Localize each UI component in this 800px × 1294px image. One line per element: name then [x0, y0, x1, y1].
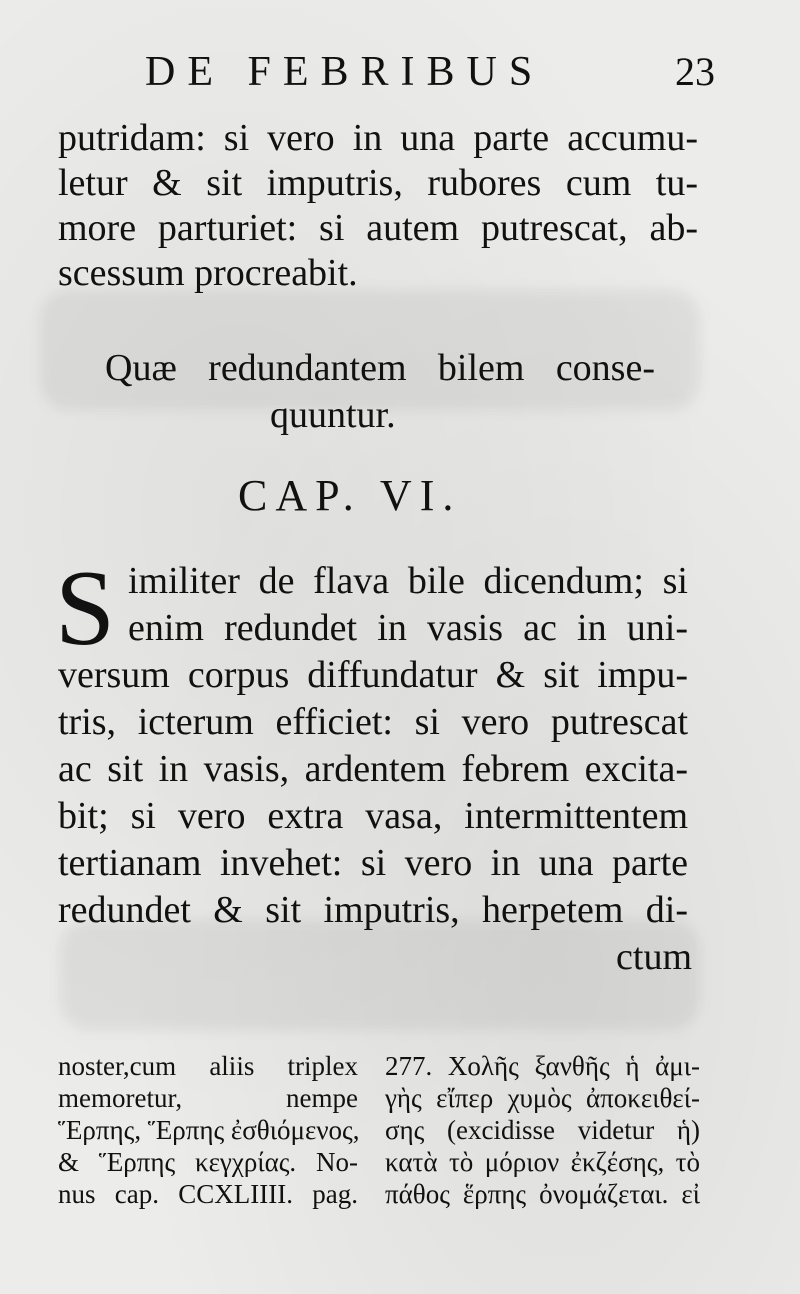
text-line: putridam: si vero in una parte accumu- [58, 117, 698, 159]
footnote-left-line: & Ἕρπης κεγχρίας. No- [58, 1147, 358, 1177]
chapter-title: CAP. VI. [238, 471, 462, 520]
footnote-right-line: κατὰ τὸ μόριον ἐκζέσης, τὸ [385, 1147, 700, 1177]
text-line: ac sit in vasis, ardentem febrem excita- [58, 748, 688, 790]
text-line: scessum procreabit. [58, 252, 358, 294]
section-subheading: Quæ redundantem bilem conse- [105, 347, 655, 389]
footnote-right-line: 277. Χολῆς ξανθῆς ἡ ἀμι- [385, 1051, 700, 1081]
footnote-left-line: noster,cum aliis triplex [58, 1051, 358, 1081]
footnote-right-line: γὴς εἴπερ χυμὸς ἀποκειθεί- [385, 1083, 700, 1113]
show-through-shadow [60, 920, 700, 1030]
footnote-left-line: Ἕρπης, Ἕρπης ἐσθιόμενος, [58, 1115, 360, 1145]
footnote-left-line: memoretur, nempe [58, 1083, 358, 1113]
running-title: DE FEBRIBUS [145, 49, 545, 95]
text-line: more parturiet: si autem putrescat, ab- [58, 207, 698, 249]
catchword: ctum [616, 936, 692, 978]
page-number: 23 [675, 49, 715, 94]
page-header [145, 48, 715, 98]
footnote-left-line: nus cap. CCXLIIII. pag. [58, 1179, 358, 1209]
text-line: imiliter de flava bile dicendum; si [128, 560, 688, 602]
text-line: bit; si vero extra vasa, intermittentem [58, 795, 688, 837]
text-line: letur & sit imputris, rubores cum tu- [58, 162, 698, 204]
footnote-right-line: πάθος ἕρπης ὀνομάζεται. εἰ [385, 1179, 700, 1209]
text-line: redundet & sit imputris, herpetem di- [58, 889, 688, 931]
text-line: enim redundet in vasis ac in uni- [128, 607, 688, 649]
text-line: versum corpus diffundatur & sit impu- [58, 654, 688, 696]
footnote-right-line: σης (excidisse videtur ἡ) [385, 1115, 700, 1145]
text-line: tertianam invehet: si vero in una parte [58, 842, 688, 884]
drop-cap: S [55, 549, 116, 668]
section-subheading: quuntur. [270, 394, 396, 436]
text-line: tris, icterum efficiet: si vero putrescat [58, 701, 688, 743]
